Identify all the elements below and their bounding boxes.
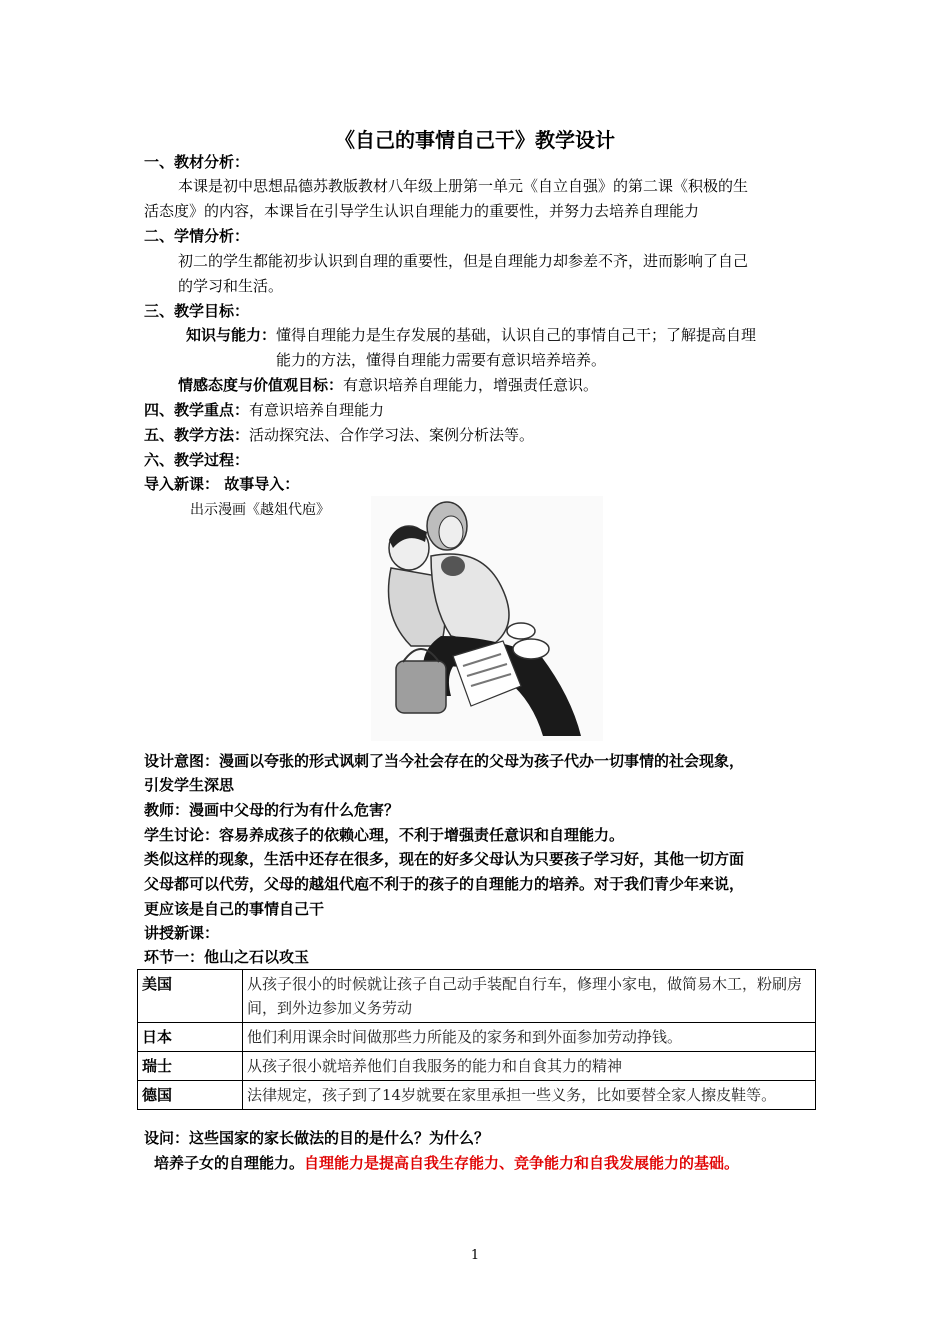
link-one-label: 环节一：他山之石以攻玉 [144, 948, 310, 966]
new-lesson-label: 讲授新课： [144, 924, 220, 942]
country-practice: 从孩子很小就培养他们自我服务的能力和自食其力的精神 [243, 1052, 816, 1081]
section-5-heading: 五、教学方法： [144, 426, 250, 444]
section-1-text-line1: 本课是初中思想品德苏教版教材八年级上册第一单元《自立自强》的第二课《积极的生 [178, 177, 749, 195]
table-row [138, 970, 816, 1023]
section-4-heading: 四、教学重点： [144, 401, 250, 419]
table-row [138, 1081, 816, 1110]
knowledge-goal-line1 [186, 325, 756, 345]
cartoon-caption: 出示漫画《越俎代庖》 [190, 502, 330, 518]
country-name: 美国 [138, 970, 243, 1023]
intro-label: 导入新课： 故事导入： [144, 475, 300, 493]
paragraph-line3: 更应该是自己的事情自己干 [144, 900, 325, 918]
knowledge-goal-label: 知识与能力： [186, 326, 277, 344]
table-row [138, 1052, 816, 1081]
knowledge-goal-text: 懂得自理能力是生存发展的基础，认识自己的事情自己干；了解提高自理 [276, 326, 757, 344]
section-5-line [144, 425, 534, 445]
page-number: 1 [470, 1248, 480, 1263]
country-practice: 从孩子很小的时候就让孩子自己动手装配自行车，修理小家电，做简易木工，粉刷房间，到外边参加义务劳动 [243, 970, 816, 1023]
section-2-text-line2: 的学习和生活。 [178, 277, 284, 295]
section-1-heading: 一、教材分析： [144, 153, 250, 171]
page-title: 《自己的事情自己干》教学设计 [335, 128, 615, 152]
discussion-question: 设问：这些国家的家长做法的目的是什么？为什么？ [144, 1129, 490, 1147]
section-1-text-line2: 活态度》的内容，本课旨在引导学生认识自理能力的重要性，并努力去培养自理能力 [144, 202, 700, 220]
section-5-text: 活动探究法、合作学习法、案例分析法等。 [249, 426, 535, 444]
country-name: 瑞士 [138, 1052, 243, 1081]
teacher-question: 教师：漫画中父母的行为有什么危害？ [144, 801, 400, 819]
emotion-goal-text: 有意识培养自理能力，增强责任意识。 [343, 376, 599, 394]
emotion-goal-label: 情感态度与价值观目标： [178, 376, 344, 394]
paragraph-line1: 类似这样的现象，生活中还存在很多，现在的好多父母认为只要孩子学习好，其他一切方面 [144, 850, 745, 868]
country-name: 日本 [138, 1023, 243, 1052]
country-practice: 他们利用课余时间做那些力所能及的家务和到外面参加劳动挣钱。 [243, 1023, 816, 1052]
answer-line [154, 1153, 739, 1173]
section-6-heading: 六、教学过程： [144, 451, 250, 469]
section-4-line [144, 400, 384, 420]
country-name: 德国 [138, 1081, 243, 1110]
knowledge-goal-line2: 能力的方法，懂得自理能力需要有意识培养培养。 [276, 351, 607, 369]
emotion-goal-line [178, 375, 598, 395]
design-intent-line2: 引发学生深思 [144, 776, 235, 794]
student-discussion: 学生讨论：容易养成孩子的依赖心理，不利于增强责任意识和自理能力。 [144, 826, 625, 844]
cartoon-image [371, 496, 603, 741]
section-4-text: 有意识培养自理能力 [249, 401, 385, 419]
country-practice: 法律规定，孩子到了14岁就要在家里承担一些义务，比如要替全家人擦皮鞋等。 [243, 1081, 816, 1110]
section-2-text-line1: 初二的学生都能初步认识到自理的重要性，但是自理能力却参差不齐，进而影响了自己 [178, 252, 749, 270]
countries-table [137, 969, 816, 1110]
paragraph-line2: 父母都可以代劳，父母的越俎代庖不利于的孩子的自理能力的培养。对于我们青少年来说， [144, 875, 745, 893]
section-2-heading: 二、学情分析： [144, 227, 250, 245]
answer-red: 自理能力是提高自我生存能力、竞争能力和自我发展能力的基础。 [304, 1154, 740, 1172]
table-row [138, 1023, 816, 1052]
section-3-heading: 三、教学目标： [144, 302, 250, 320]
design-intent-line1: 设计意图：漫画以夸张的形式讽刺了当今社会存在的父母为孩子代办一切事情的社会现象， [144, 752, 745, 770]
answer-black: 培养子女的自理能力。 [154, 1154, 305, 1172]
